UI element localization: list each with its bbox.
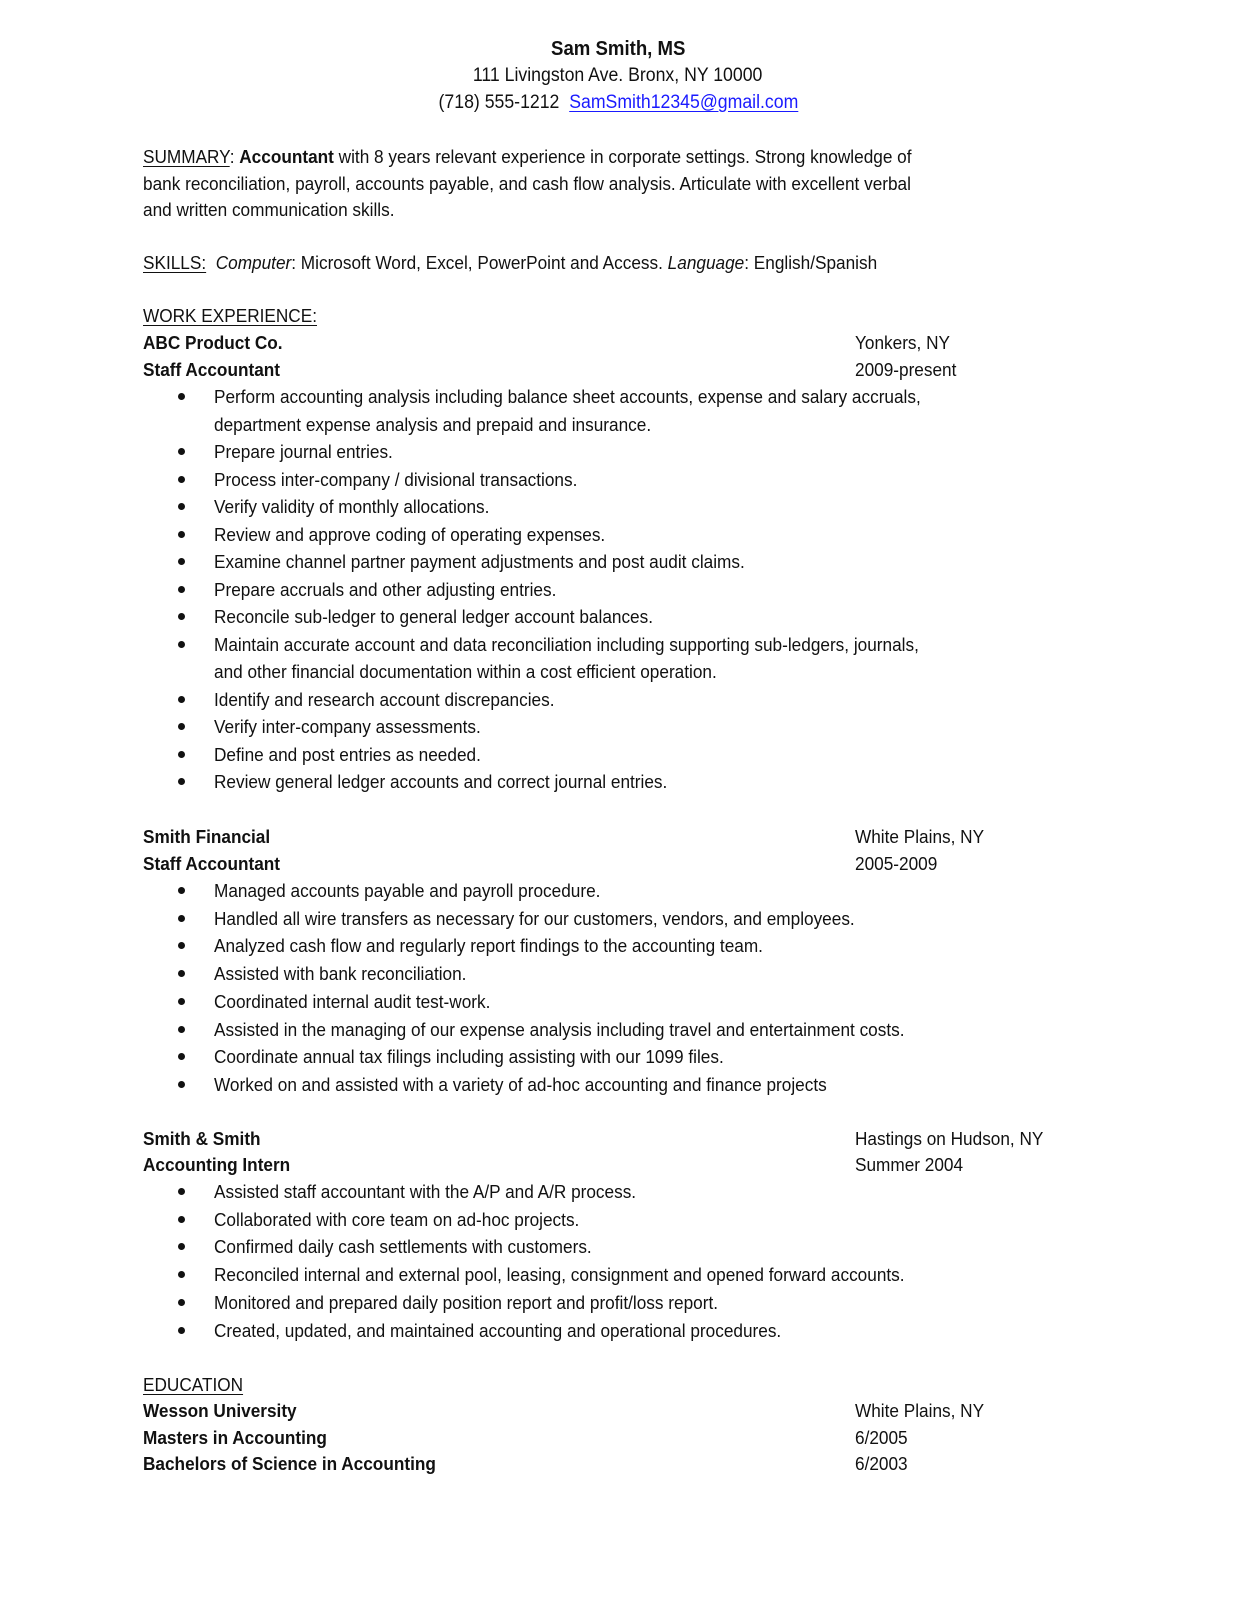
bullet-item-text: Perform accounting analysis including balance sheet accounts, expense and salary accruals, <box>214 386 921 407</box>
bullet-item-text: Assisted in the managing of our expense analysis including travel and entertainment costs. <box>214 1018 905 1040</box>
bullet-icon <box>178 723 185 730</box>
skills-label: SKILLS: <box>143 252 207 273</box>
bullet-item-text: Handled all wire transfers as necessary for our customers, vendors, and employees. <box>214 907 855 929</box>
skills-computer-label: Computer <box>215 252 292 273</box>
bullet-icon <box>178 887 185 894</box>
skills-line <box>143 249 877 277</box>
bullet-icon <box>178 751 185 758</box>
bullet-icon <box>178 1243 185 1250</box>
job-3-dates: Summer 2004 <box>855 1154 964 1175</box>
bullet-icon <box>178 1271 185 1278</box>
bullet-icon <box>178 696 185 703</box>
bullet-icon <box>178 1299 185 1306</box>
bullet-icon <box>178 778 185 785</box>
bullet-item-text: Examine channel partner payment adjustments and post audit claims. <box>214 551 745 572</box>
job-1-title: Staff Accountant <box>143 359 281 380</box>
bullet-item-text: Analyzed cash flow and regularly report findings to the accounting team. <box>214 935 763 957</box>
bullet-item-text: Coordinate annual tax filings including assisting with our 1099 files. <box>214 1046 724 1068</box>
bullet-item-text: Prepare journal entries. <box>214 441 393 462</box>
bullet-item-text: Review general ledger accounts and correct journal entries. <box>214 771 668 792</box>
bullet-item-text: Coordinated internal audit test-work. <box>214 990 491 1012</box>
resume-name <box>0 36 1236 63</box>
bullet-icon <box>178 448 185 455</box>
summary-label: SUMMARY <box>143 146 230 167</box>
bullet-icon <box>178 476 185 483</box>
bullet-icon <box>178 915 185 922</box>
job-1-location: Yonkers, NY <box>855 332 951 353</box>
job-2-title: Staff Accountant <box>143 853 281 874</box>
name-text: Sam Smith, MS <box>550 38 686 60</box>
bullet-icon <box>178 1188 185 1195</box>
job-2-location: White Plains, NY <box>855 826 985 847</box>
bullet-item-text: Monitored and prepared daily position report and profit/loss report. <box>214 1291 719 1313</box>
skills-computer-value: : Microsoft Word, Excel, PowerPoint and Access. <box>291 252 668 273</box>
education-degree-1-date: 6/2005 <box>855 1427 908 1448</box>
bullet-icon <box>178 393 185 400</box>
bullet-icon <box>178 641 185 648</box>
bullet-item-text: Maintain accurate account and data reconciliation including supporting sub-ledgers, journals, <box>214 633 919 655</box>
bullet-item-text: Process inter-company / divisional transactions. <box>214 468 578 490</box>
bullet-item-text: Worked on and assisted with a variety of ad-hoc accounting and finance projects <box>214 1073 827 1095</box>
bullet-item-text: Review and approve coding of operating expenses. <box>214 523 606 545</box>
bullet-icon <box>178 970 185 977</box>
bullet-item-text: Identify and research account discrepancies. <box>214 688 555 710</box>
education-degree-2: Bachelors of Science in Accounting <box>143 1453 436 1474</box>
job-3-location: Hastings on Hudson, NY <box>855 1128 1044 1149</box>
bullet-item-text: Verify inter-company assessments. <box>214 716 481 737</box>
skills-language-value: : English/Spanish <box>744 252 878 273</box>
bullet-item-text: Verify validity of monthly allocations. <box>214 496 490 517</box>
bullet-item-text: Reconcile sub-ledger to general ledger account balances. <box>214 606 654 627</box>
bullet-icon <box>178 1327 185 1334</box>
address-line <box>0 63 1236 90</box>
bullet-item-text: department expense analysis and prepaid and insurance. <box>214 413 652 435</box>
bullet-item-text: Assisted with bank reconciliation. <box>214 963 467 985</box>
bullet-item-text: Assisted staff accountant with the A/P and A/R process. <box>214 1181 637 1202</box>
job-3-title: Accounting Intern <box>143 1154 291 1175</box>
bullet-item-text: Managed accounts payable and payroll procedure. <box>214 880 601 901</box>
summary-title: Accountant <box>239 146 334 167</box>
bullet-icon <box>178 1216 185 1223</box>
bullet-item-text: Prepare accruals and other adjusting entries. <box>214 578 557 600</box>
bullet-icon <box>178 998 185 1005</box>
work-experience-heading: WORK EXPERIENCE: <box>143 305 317 326</box>
bullet-item-text: Collaborated with core team on ad-hoc projects. <box>214 1208 580 1230</box>
bullet-icon <box>178 558 185 565</box>
job-2-dates: 2005-2009 <box>855 853 938 874</box>
bullet-icon <box>178 531 185 538</box>
summary-line-1: SUMMARY: Accountant with 8 years relevant experience in corporate settings. Strong knowledge of <box>143 146 912 167</box>
job-1-company: ABC Product Co. <box>143 332 283 353</box>
email-link[interactable]: SamSmith12345@gmail.com <box>568 92 798 113</box>
bullet-item-text: Created, updated, and maintained accounting and operational procedures. <box>214 1319 782 1341</box>
bullet-icon <box>178 1026 185 1033</box>
bullet-icon <box>178 613 185 620</box>
bullet-item-text: Confirmed daily cash settlements with customers. <box>214 1236 592 1258</box>
job-1-dates: 2009-present <box>855 359 957 380</box>
education-location: White Plains, NY <box>855 1400 985 1421</box>
bullet-icon <box>178 1081 185 1088</box>
bullet-icon <box>178 586 185 593</box>
summary-line-2: bank reconciliation, payroll, accounts payable, and cash flow analysis. Articulate with excellent verbal <box>143 173 911 194</box>
education-school: Wesson University <box>143 1400 297 1421</box>
address-text: 111 Livingston Ave. Bronx, NY 10000 <box>473 65 763 86</box>
bullet-icon <box>178 942 185 949</box>
education-degree-2-date: 6/2003 <box>855 1453 908 1474</box>
bullet-icon <box>178 503 185 510</box>
education-degree-1: Masters in Accounting <box>143 1427 327 1448</box>
job-3-company: Smith & Smith <box>143 1128 261 1149</box>
bullet-item-text: and other financial documentation within a cost efficient operation. <box>214 661 717 682</box>
skills-language-label: Language <box>667 252 745 273</box>
bullet-icon <box>178 1053 185 1060</box>
phone-text: (718) 555-1212 <box>438 92 559 113</box>
job-2-company: Smith Financial <box>143 826 271 847</box>
education-heading: EDUCATION <box>143 1374 244 1395</box>
bullet-item-text: Define and post entries as needed. <box>214 743 481 765</box>
contact-line <box>0 90 1236 117</box>
bullet-item-text: Reconciled internal and external pool, leasing, consignment and opened forward accounts. <box>214 1264 905 1286</box>
summary-text-1: with 8 years relevant experience in corporate settings. Strong knowledge of <box>333 146 912 167</box>
summary-line-3: and written communication skills. <box>143 199 395 220</box>
